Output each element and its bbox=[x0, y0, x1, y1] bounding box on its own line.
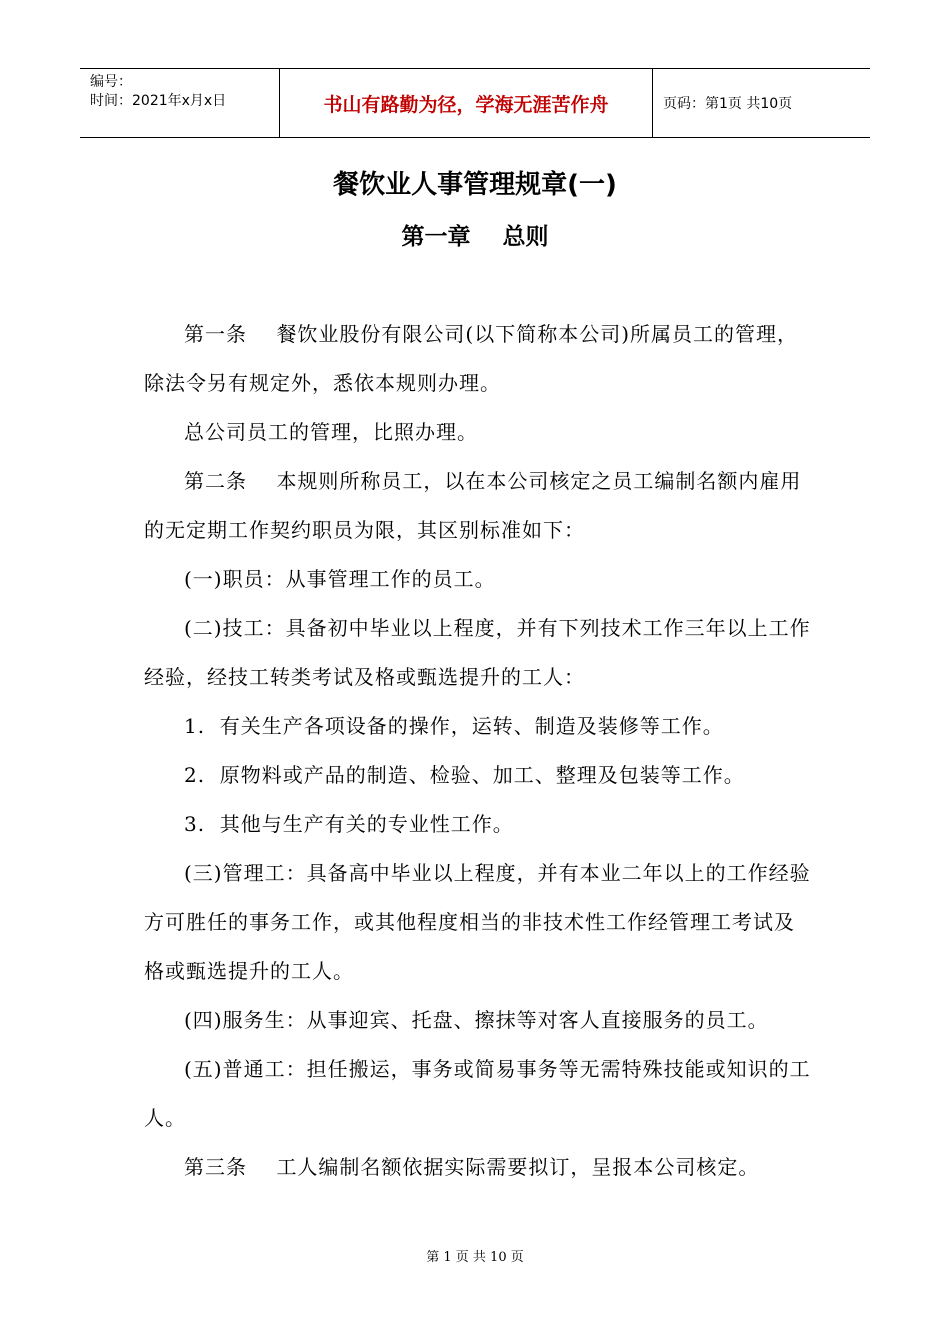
paragraph-text: (三)管理工：具备高中毕业以上程度，并有本业二年以上的工作经验方可胜任的事务工作，或其他程度相当的非技术性工作经管理工考试及格或甄选提升的工人。 bbox=[144, 861, 811, 983]
article-label: 第二条 bbox=[184, 469, 277, 493]
paragraph bbox=[144, 849, 814, 996]
paragraph bbox=[144, 1045, 814, 1143]
numbered-item: 2. 原物料或产品的制造、检验、加工、整理及包装等工作。 bbox=[184, 763, 745, 787]
document-title: 餐饮业人事管理规章(一) bbox=[333, 170, 617, 200]
paragraph bbox=[144, 310, 814, 408]
paragraph-text: (四)服务生：从事迎宾、托盘、擦抹等对客人直接服务的员工。 bbox=[184, 1008, 769, 1032]
numbered-item: 1. 有关生产各项设备的操作，运转、制造及装修等工作。 bbox=[184, 714, 724, 738]
chapter-title: 第一章 总则 bbox=[401, 224, 549, 250]
paragraph-text: 本规则所称员工，以在本公司核定之员工编制名额内雇用的无定期工作契约职员为限，其区别标准如下： bbox=[144, 469, 802, 542]
header-meta bbox=[80, 69, 280, 137]
header-table bbox=[80, 68, 870, 138]
page-footer: 第 1 页 共 10 页 bbox=[426, 1250, 524, 1265]
header-motto: 书山有路勤为径，学海无涯苦作舟 bbox=[280, 69, 653, 137]
paragraph bbox=[144, 996, 814, 1045]
paragraph bbox=[144, 555, 814, 604]
paragraph bbox=[144, 457, 814, 555]
numbered-item: 3. 其他与生产有关的专业性工作。 bbox=[184, 812, 514, 836]
paragraph-text: 总公司员工的管理，比照办理。 bbox=[184, 420, 478, 444]
document-body bbox=[144, 310, 814, 1192]
paragraph-text: 餐饮业股份有限公司(以下简称本公司)所属员工的管理，除法令另有规定外，悉依本规则办理。 bbox=[144, 322, 799, 395]
paragraph bbox=[144, 408, 814, 457]
paragraph-text: (五)普通工：担任搬运，事务或简易事务等无需特殊技能或知识的工人。 bbox=[144, 1057, 811, 1130]
paragraph bbox=[144, 1143, 814, 1192]
paragraph-text: (一)职员：从事管理工作的员工。 bbox=[184, 567, 496, 591]
article-label: 第三条 bbox=[184, 1155, 277, 1179]
article-label: 第一条 bbox=[184, 322, 277, 346]
document-number-label: 编号： bbox=[90, 74, 132, 90]
paragraph-text: (二)技工：具备初中毕业以上程度，并有下列技术工作三年以上工作经验，经技工转类考试及格或甄选提升的工人： bbox=[144, 616, 811, 689]
paragraph bbox=[144, 604, 814, 702]
header-page-info: 页码：第1页 共10页 bbox=[663, 96, 793, 112]
document-date: 时间：2021年x月x日 bbox=[90, 93, 227, 109]
paragraph-text: 工人编制名额依据实际需要拟订，呈报本公司核定。 bbox=[276, 1155, 760, 1179]
